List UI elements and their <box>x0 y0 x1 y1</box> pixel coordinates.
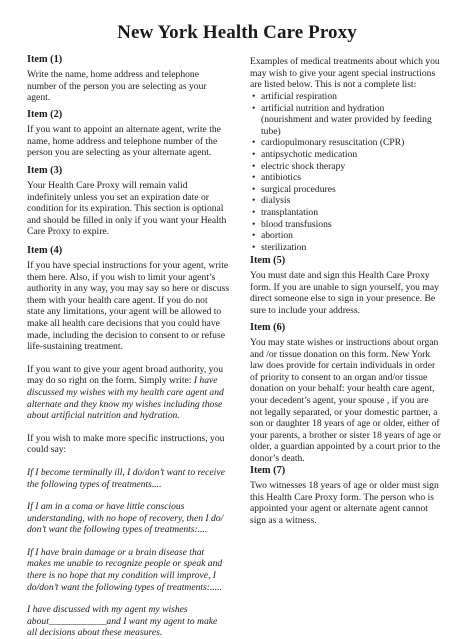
item-7-text: Two witnesses 18 years of age or older must sign this Health Care Proxy form. The person who is appointed your agent or alternate agent cannot sign as a witness. <box>250 480 439 526</box>
example-brain-damage: If I have brain damage or a brain disease that makes me unable to recognize people or speak and there is no hope that my condition will improve, I do/don’t want the following types of treatments:..... <box>27 546 223 593</box>
list-item: • antipsychotic medication <box>252 148 358 160</box>
example-coma: If I am in a coma or have little conscious understanding, with no hope of recovery, then I do/ don’t want the following types of treatments:.... <box>27 501 224 536</box>
item-3-text: Your Health Care Proxy will remain valid indefinitely unless you set an expiration date or condition for its expiration. This section is optional and should be filled in only if you want your Health Care Proxy to expire. <box>27 180 227 238</box>
item-6-heading: Item (6) <box>250 322 286 333</box>
list-item: • blood transfusions <box>252 218 332 230</box>
list-item: • sterilization <box>252 241 307 253</box>
list-item: • antibiotics <box>252 172 301 184</box>
treatment-list <box>250 91 462 253</box>
example-discussed-wishes: I have discussed with my agent my wishes about____________and I want my agent to make all decisions about these measures. <box>27 604 218 639</box>
item-4-section <box>27 245 234 639</box>
item-4-paragraph-2: If you want to give your agent broad authority, you may do so right on the form. Simply write: I have discussed my wishes with my health care agent and alternate and they know my wishes including those about artificial nutrition and hydration. <box>27 363 224 422</box>
item-7-section <box>250 465 462 526</box>
item-5-section <box>250 255 462 316</box>
item-1-heading: Item (1) <box>27 54 63 65</box>
list-item: • electric shock therapy <box>252 160 346 172</box>
list-item: • transplantation <box>252 206 319 218</box>
item-4-paragraph-1: If you have special instructions for your agent, write them here. Also, if you wish to limit your agent’s authority in any way, you may say so here or discuss them with your health care agent. If you do not state any limitations, your agent will be allowed to make all health care decisions that you could have made, including the decision to consent to or refuse life-sustaining treatment. <box>27 260 230 353</box>
item-3-heading: Item (3) <box>27 165 63 176</box>
page-title: New York Health Care Proxy <box>117 22 357 43</box>
item-7-heading: Item (7) <box>250 465 286 476</box>
item-1-section <box>27 54 234 104</box>
item-2-section <box>27 109 234 159</box>
item-5-text: You must date and sign this Health Care Proxy form. If you are unable to sign yourself, you may direct someone else to sign in your presence. Be sure to include your address. <box>250 270 439 316</box>
item-2-heading: Item (2) <box>27 109 63 120</box>
list-item: • abortion <box>252 230 293 242</box>
item-4-heading: Item (4) <box>27 245 63 256</box>
example-terminal-illness: If I become terminally ill, I do/don’t want to receive the following types of treatments.... <box>27 466 225 490</box>
item-2-text: If you want to appoint an alternate agent, write the name, home address and telephone number of the person you are selecting as your alternate agent. <box>27 124 221 159</box>
item-6-text: You may state wishes or instructions about organ and /or tissue donation on this form. New York law does provide for certain individuals in order of priority to consent to an organ and/or tissue donation on your behalf: your health care agent, your decedent’s agent, your spouse , if you are not legally separated, or your domestic partner, a son or daughter 18 years of age or older, either of your parents, a brother or sister 18 years of age or older, a guardian appointed by a court prior to the donor’s death. <box>250 337 442 464</box>
list-item: • dialysis <box>252 195 291 207</box>
list-item: • cardiopulmonary resuscitation (CPR) <box>252 137 405 149</box>
list-item: • artificial nutrition and hydration (nourishment and water provided by feeding tube) <box>252 102 432 137</box>
item-4-paragraph-3: If you wish to make more specific instructions, you could say: <box>27 432 225 456</box>
item-6-section <box>250 322 462 465</box>
item-5-heading: Item (5) <box>250 255 286 266</box>
item-1-text: Write the name, home address and telephone number of the person you are selecting as your agent. <box>27 69 207 104</box>
treatments-intro: Examples of medical treatments about which you may wish to give your agent special instructions are listed below. This is not a complete list: <box>250 56 440 91</box>
item-3-section <box>27 165 234 238</box>
list-item: • surgical procedures <box>252 183 336 195</box>
list-item: • artificial respiration <box>252 91 337 102</box>
